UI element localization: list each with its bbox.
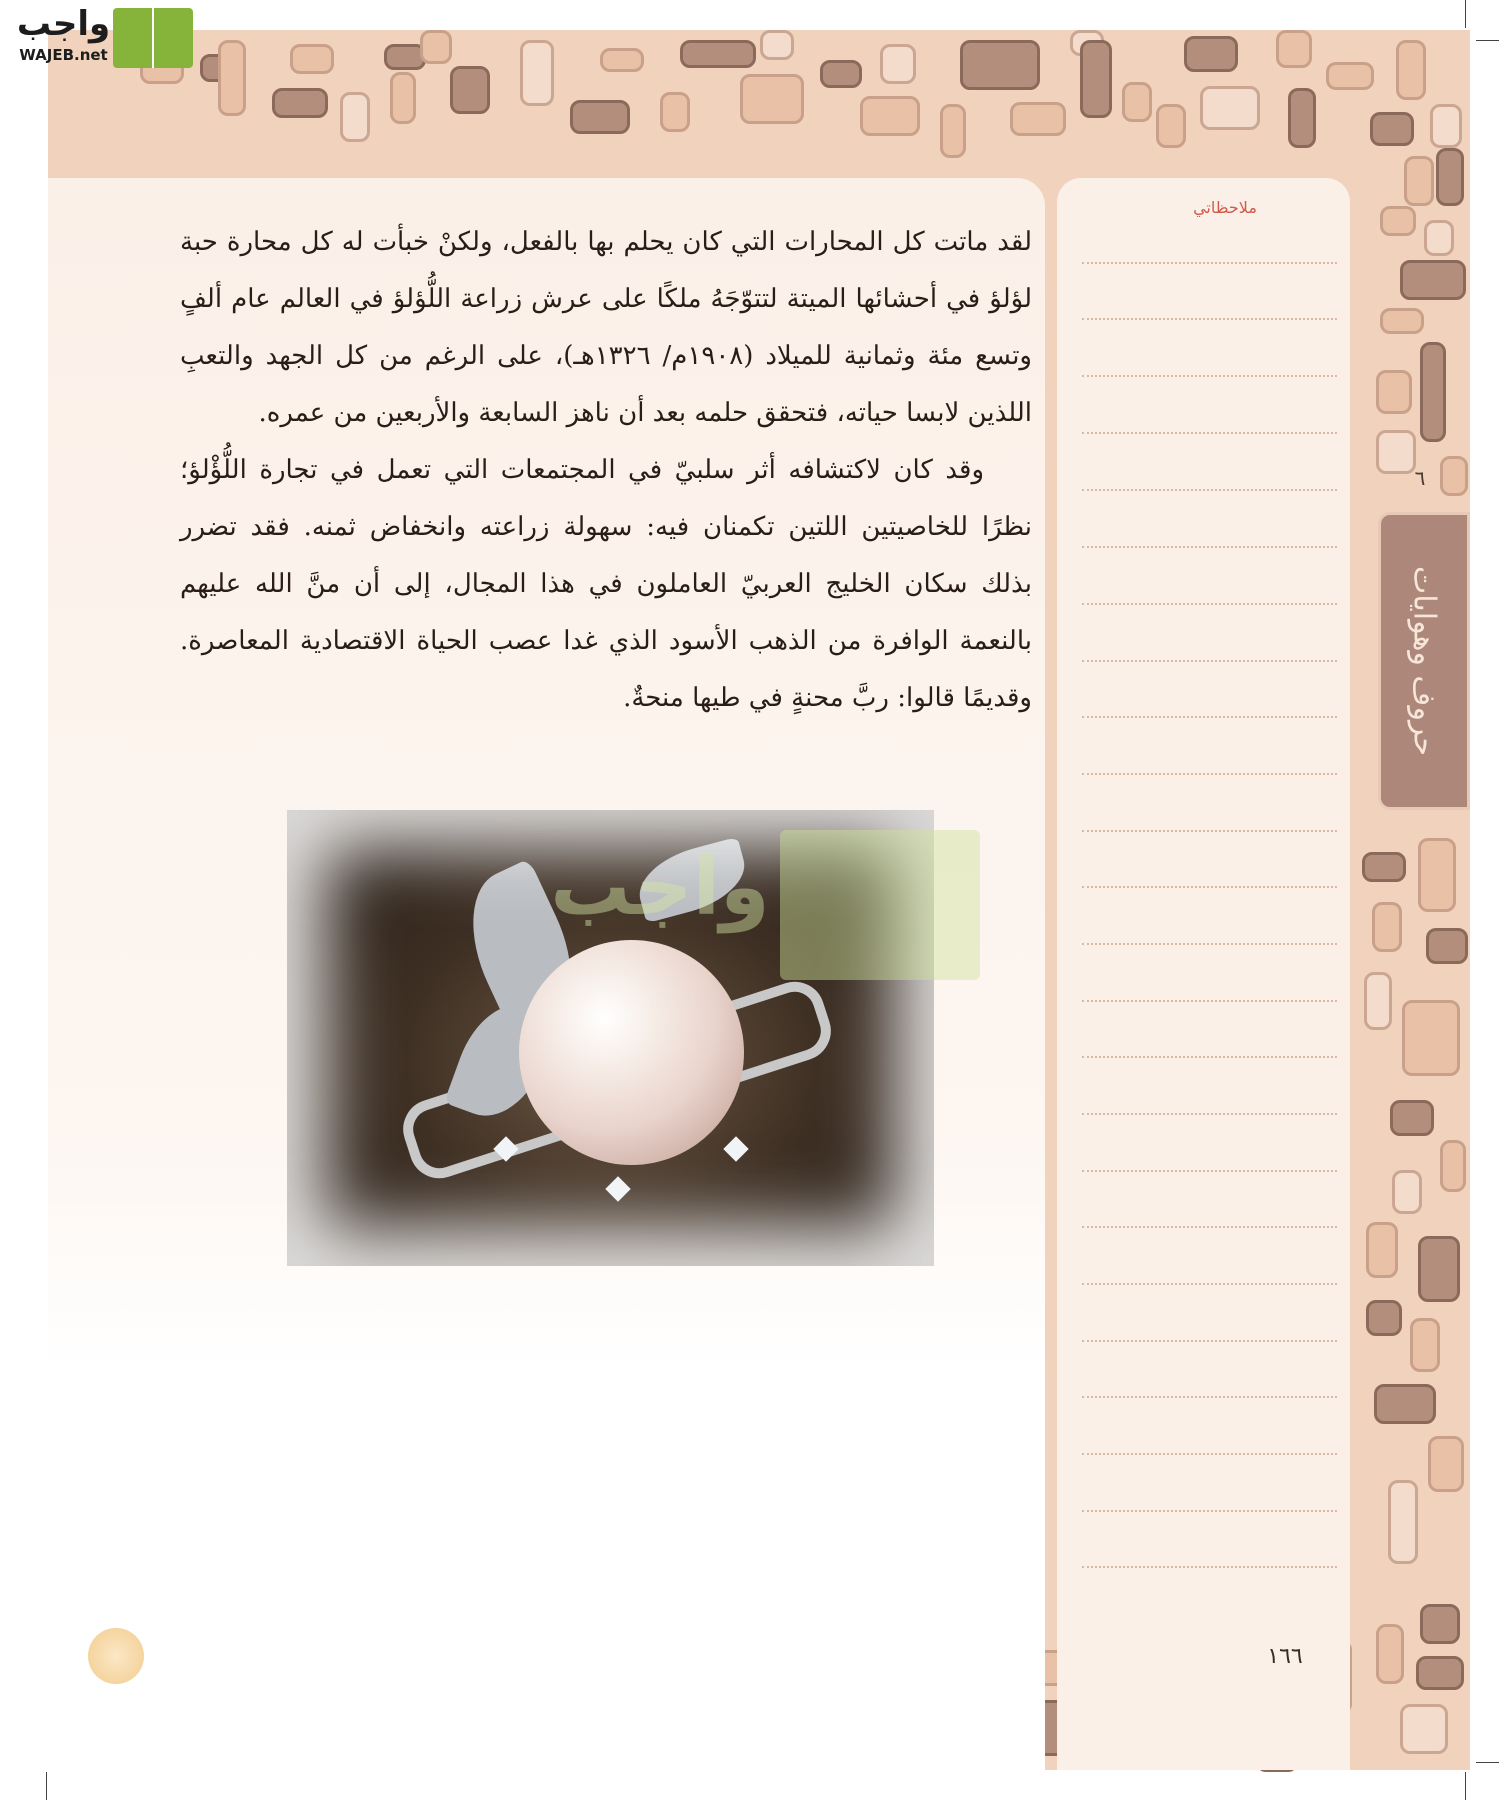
crop-mark bbox=[1476, 40, 1499, 41]
article-body bbox=[180, 214, 1032, 727]
site-logo[interactable] bbox=[8, 4, 198, 74]
publisher-logo-icon bbox=[88, 1628, 144, 1684]
site-logo-arabic: واجب bbox=[16, 4, 111, 44]
book-icon bbox=[113, 8, 193, 68]
paragraph-2: وقد كان لاكتشافه أثر سلبيّ في المجتمعات التي تعمل في تجارة اللُّؤْلؤ؛ نظرًا للخاصيتين اللتين تكمنان فيه: سهولة زراعته وانخفاض ثمنه. فقد تضرر بذلك سكان الخليج العربيّ العاملون في هذا المجال، إلى أن منَّ الله عليهم بالنعمة الوافرة من الذهب الأسود الذي غدا عصب الحياة الاقتصادية المعاصرة. وقديمًا قالوا: ربَّ محنةٍ في طيها منحةٌ. bbox=[180, 455, 1032, 713]
crop-mark bbox=[46, 1772, 47, 1800]
crop-mark bbox=[1465, 0, 1466, 28]
chapter-title-text: حروف وهوايات bbox=[1406, 565, 1442, 757]
watermark-text: واجب bbox=[550, 840, 770, 933]
crop-mark bbox=[1476, 1762, 1499, 1763]
site-logo-latin: WAJEB.net bbox=[19, 46, 108, 64]
watermark bbox=[510, 820, 990, 990]
chapter-title bbox=[1378, 512, 1470, 810]
watermark-book-icon bbox=[780, 830, 980, 980]
paragraph-1: لقد ماتت كل المحارات التي كان يحلم بها بالفعل، ولكنْ خبأت له كل محارة حبة لؤلؤ في أحشائها الميتة لتتوّجَهُ ملكًا على عرش زراعة اللُّؤلؤ في العالم عام ألفٍ وتسع مئة وثمانية للميلاد (١٩٠٨م/ ١٣٢٦هـ)، على الرغم من كل الجهد والتعبِ اللذين لابسا حياته، فتحقق حلمه بعد أن ناهز السابعة والأربعين من عمره. bbox=[180, 227, 1032, 428]
unit-number: ٦ bbox=[1414, 466, 1426, 490]
crop-mark bbox=[1465, 1772, 1466, 1800]
notes-panel bbox=[1057, 178, 1350, 1770]
notes-title: ملاحظاتي bbox=[1193, 198, 1257, 217]
page-number: ١٦٦ bbox=[1267, 1644, 1303, 1669]
